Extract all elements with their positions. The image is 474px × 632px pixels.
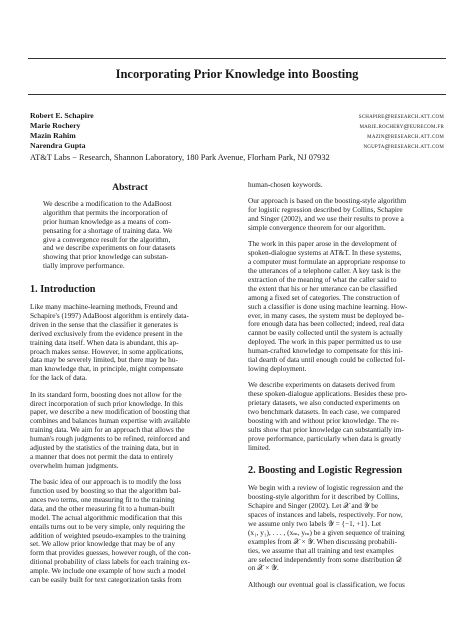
text-line: prove performance, particularly when data is greatly bbox=[248, 433, 401, 443]
text-line: deployed. The work in this paper permitted us to use bbox=[248, 337, 402, 347]
right-column bbox=[248, 181, 446, 597]
text-line: function used by boosting so that the algorithm bal- bbox=[30, 486, 181, 496]
text-line: ditional probability of class labels for each training ex- bbox=[30, 557, 191, 567]
paper-title: Incorporating Prior Knowledge into Boosting bbox=[115, 67, 359, 81]
introduction-body bbox=[30, 303, 230, 585]
text-line: boosting-style algorithm for it described by Collins, bbox=[248, 492, 400, 502]
text-line: driven in the sense that the classifier it generates is bbox=[30, 319, 179, 329]
text-line: spoken-dialogue systems at AT&T. In these systems, bbox=[248, 248, 402, 258]
text-line: human-chosen keywords. bbox=[248, 180, 323, 189]
left-column bbox=[30, 178, 230, 592]
author-name: Mazin Rahim bbox=[30, 131, 76, 140]
text-line: simple convergence theorem for our algorithm. bbox=[248, 223, 386, 233]
affiliation: AT&T Labs − Research, Shannon Laboratory, 180 Park Avenue, Florham Park, NJ 07932 bbox=[30, 153, 330, 162]
author-email: mazin@research.att.com bbox=[367, 133, 444, 140]
text-line: The basic idea of our approach is to modify the loss bbox=[30, 477, 182, 487]
text-line: for the lack of data. bbox=[30, 373, 87, 383]
paragraph bbox=[248, 581, 446, 590]
paragraph bbox=[248, 181, 446, 190]
text-line: prior human knowledge as a means of com- bbox=[43, 216, 171, 226]
text-line: on 𝒳 × 𝒴. bbox=[248, 563, 279, 573]
author-email: marie.rochery@eurecom.fr bbox=[359, 123, 444, 130]
text-line: Schapire's (1997) AdaBoost algorithm is entirely data- bbox=[30, 311, 189, 321]
author-row bbox=[30, 111, 444, 121]
paragraph bbox=[248, 381, 446, 452]
author-email: schapire@research.att.com bbox=[358, 113, 444, 120]
text-line: these spoken-dialogue applications. Besides these pro- bbox=[248, 389, 408, 399]
text-line: combines and balances human expertise with available bbox=[30, 416, 191, 426]
text-line: can be easily built for text categorization tasks from bbox=[30, 574, 182, 584]
paragraph bbox=[30, 478, 230, 585]
text-line: among a fixed set of categories. The construction of bbox=[248, 292, 400, 302]
text-line: boosting with and without prior knowledge. The re- bbox=[248, 415, 400, 425]
text-line: model. The actual algorithmic modification that this bbox=[30, 512, 183, 522]
text-line: and Singer (2002), and we use their results to prove a bbox=[248, 214, 404, 224]
author-name: Narendra Gupta bbox=[30, 141, 86, 150]
text-line: Schapire and Singer (2002). Let 𝒳 and 𝒴 be bbox=[248, 501, 379, 511]
text-line: We describe a modification to the AdaBoost bbox=[43, 199, 172, 208]
text-line: The work in this paper arose in the development of bbox=[248, 239, 397, 249]
text-line: adjusted by the statistics of the training data, but in bbox=[30, 442, 179, 452]
text-line: for logistic regression described by Collins, Schapire bbox=[248, 205, 403, 215]
text-line: the extent that his or her utterance can be classified bbox=[248, 283, 398, 293]
text-line: ties, we assume that all training and test examples bbox=[248, 545, 394, 555]
right-column-body bbox=[248, 181, 446, 452]
author-name: Marie Rochery bbox=[30, 121, 81, 130]
text-line: ances two terms, one measuring fit to the training bbox=[30, 494, 175, 504]
text-line: tially improve performance. bbox=[43, 261, 125, 271]
text-line: paper, we describe a new modification of boosting that bbox=[30, 407, 190, 417]
author-row bbox=[30, 131, 444, 141]
text-line: two benchmark datasets. In each case, we compared bbox=[248, 406, 401, 416]
text-line: training data. We aim for an approach that allows the bbox=[30, 425, 185, 435]
text-line: such a classifier is done using machine learning. How- bbox=[248, 301, 408, 311]
text-line: lowing deployment. bbox=[248, 363, 307, 373]
text-line: a manner that does not permit the data to entirely bbox=[30, 451, 174, 461]
text-line: human's rough judgments to be refined, reinforced and bbox=[30, 434, 190, 444]
text-line: sults show that prior knowledge can substantially im- bbox=[248, 424, 404, 434]
text-line: pensating for a shortage of training data. We bbox=[43, 225, 173, 235]
text-line: cannot be easily collected until the system is actually bbox=[248, 328, 403, 338]
abstract-body bbox=[30, 200, 230, 271]
text-line: extraction of the meaning of what the caller said to bbox=[248, 275, 397, 285]
text-line: spaces of instances and labels, respectively. For now, bbox=[248, 510, 403, 520]
text-line: overwhelm human judgments. bbox=[30, 460, 119, 470]
text-line: the utterances of a telephone caller. A key task is the bbox=[248, 266, 401, 276]
paragraph bbox=[30, 391, 230, 471]
text-line: We describe experiments on datasets derived from bbox=[248, 380, 395, 390]
author-row bbox=[30, 121, 444, 131]
text-line: entails turns out to be very simple, only requiring the bbox=[30, 521, 185, 531]
text-line: algorithm that permits the incorporation of bbox=[43, 207, 168, 217]
text-line: a computer must formulate an appropriate response to bbox=[248, 257, 406, 267]
abstract-heading: Abstract bbox=[112, 182, 148, 193]
text-line: set. We allow prior knowledge that may be of any bbox=[30, 539, 176, 549]
author-row bbox=[30, 141, 444, 151]
paragraph bbox=[30, 303, 230, 383]
section-heading-boosting: 2. Boosting and Logistic Regression bbox=[248, 465, 403, 477]
paragraph bbox=[248, 484, 446, 573]
title-top-rule bbox=[28, 58, 446, 59]
author-email: ngupta@research.att.com bbox=[363, 143, 444, 150]
text-line: and we describe experiments on four datasets bbox=[43, 243, 176, 253]
text-line: ample. We include one example of how such a model bbox=[30, 566, 186, 576]
text-line: data may be severely limited, but there may be hu- bbox=[30, 355, 178, 365]
text-line: prietary datasets, we also conducted experiments on bbox=[248, 398, 400, 408]
text-line: training data itself. When data is abundant, this ap- bbox=[30, 337, 179, 347]
text-line: showing that prior knowledge can substan- bbox=[43, 252, 169, 262]
text-line: In its standard form, boosting does not allow for the bbox=[30, 389, 182, 399]
text-line: man knowledge that, in principle, might compensate bbox=[30, 364, 184, 374]
text-line: We begin with a review of logistic regression and the bbox=[248, 483, 404, 493]
text-line: derived exclusively from the evidence present in the bbox=[30, 328, 183, 338]
text-line: tial dearth of data until enough could be collected fol- bbox=[248, 355, 406, 365]
section-heading-introduction: 1. Introduction bbox=[30, 284, 96, 296]
text-line: Like many machine-learning methods, Freund and bbox=[30, 302, 178, 312]
section2-body bbox=[248, 484, 446, 589]
text-line: ever, in many cases, the system must be deployed be- bbox=[248, 310, 404, 320]
text-line: examples from 𝒳 × 𝒴. When discussing probabili- bbox=[248, 536, 397, 546]
author-block bbox=[30, 111, 444, 151]
text-line: Although our eventual goal is classification, we focus bbox=[248, 579, 405, 589]
author-name: Robert E. Schapire bbox=[30, 111, 94, 120]
paragraph bbox=[248, 197, 446, 233]
text-line: limited. bbox=[248, 442, 271, 452]
text-line: (x₁, y₁), . . . , (xₘ, yₘ) be a given sequence of training bbox=[248, 527, 405, 537]
title-bottom-rule bbox=[28, 94, 446, 95]
text-line: fore enough data has been collected; indeed, real data bbox=[248, 319, 405, 329]
text-line: Our approach is based on the boosting-style algorithm bbox=[248, 196, 407, 206]
text-line: direct incorporation of such prior knowledge. In this bbox=[30, 398, 183, 408]
text-line: human-crafted knowledge to compensate for this ini- bbox=[248, 346, 403, 356]
text-line: give a convergence result for the algorithm, bbox=[43, 234, 171, 244]
paragraph bbox=[248, 240, 446, 373]
text-line: data, and the other measuring fit to a human-built bbox=[30, 503, 175, 513]
text-line: we assume only two labels 𝒴 = {−1, +1}. Let bbox=[248, 519, 382, 528]
text-line: addition of weighted pseudo-examples to the training bbox=[30, 530, 186, 540]
text-line: form that provides guesses, however rough, of the con- bbox=[30, 548, 191, 558]
text-line: are selected independently from some distribution 𝒟 bbox=[248, 554, 402, 564]
text-line: proach makes sense. However, in some applications, bbox=[30, 346, 184, 356]
